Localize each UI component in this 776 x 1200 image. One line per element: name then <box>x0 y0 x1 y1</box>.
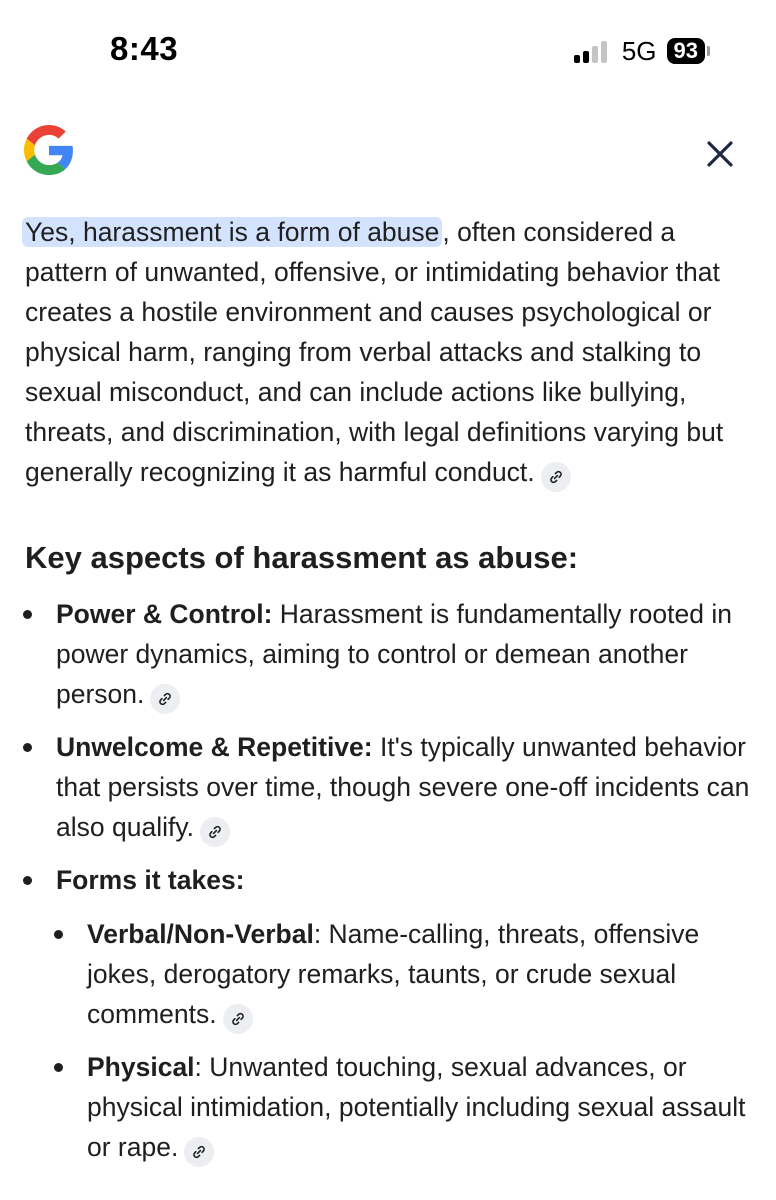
answer-text: , often considered a pattern of unwanted, offensive, or intimidating behavior that creates a hostile environment and causes psychological or physical harm, ranging from verbal attacks and stalking to sexual misconduct, and can include actions like bullying, threats, and discrimination, with legal definitions varying but generally recognizing it as harmful conduct. <box>25 217 724 487</box>
form-term: Physical <box>87 1052 195 1082</box>
citation-link-button[interactable] <box>184 1137 214 1167</box>
aspects-list <box>25 594 755 1167</box>
aspect-term: Unwelcome & Repetitive: <box>56 732 373 762</box>
link-icon <box>207 824 223 840</box>
citation-link-button[interactable] <box>223 1004 253 1034</box>
list-item <box>56 1047 755 1167</box>
aspect-text: Harassment is fundamentally rooted in power dynamics, aiming to control or demean another person. <box>56 599 732 709</box>
battery-level: 93 <box>667 38 705 64</box>
list-item <box>25 727 755 847</box>
battery-icon <box>667 38 710 64</box>
forms-list <box>56 914 755 1167</box>
close-button[interactable] <box>700 134 740 174</box>
citation-link-button[interactable] <box>541 462 571 492</box>
ai-answer <box>25 212 755 1180</box>
form-term: Verbal/Non-Verbal <box>87 919 314 949</box>
link-icon <box>230 1011 246 1027</box>
status-time: 8:43 <box>110 30 179 67</box>
network-type: 5G <box>621 35 657 66</box>
aspect-term: Forms it takes: <box>56 865 245 895</box>
link-icon <box>157 691 173 707</box>
list-item <box>25 860 755 1167</box>
list-item <box>25 594 755 714</box>
battery-tip <box>707 46 710 56</box>
aspect-term: Power & Control: <box>56 599 273 629</box>
answer-highlight[interactable]: Yes, harassment is a form of abuse <box>22 217 442 247</box>
citation-link-button[interactable] <box>150 684 180 714</box>
status-indicators <box>574 36 710 66</box>
form-text: : Unwanted touching, sexual advances, or physical intimidation, potentially including sexual assault or rape. <box>87 1052 746 1162</box>
form-text: : Name-calling, threats, offensive jokes, derogatory remarks, taunts, or crude sexual comments. <box>87 919 700 1029</box>
signal-strength-icon <box>574 39 610 63</box>
status-bar <box>0 0 776 100</box>
answer-paragraph <box>25 212 755 492</box>
citation-link-button[interactable] <box>200 817 230 847</box>
link-icon <box>191 1144 207 1160</box>
close-icon <box>706 140 734 168</box>
list-item <box>56 914 755 1034</box>
header <box>0 122 776 186</box>
link-icon <box>548 469 564 485</box>
section-title: Key aspects of harassment as abuse: <box>25 540 579 575</box>
google-g-icon <box>24 125 74 175</box>
aspect-text: It's typically unwanted behavior that persists over time, though severe one-off incidents can also qualify. <box>56 732 750 842</box>
